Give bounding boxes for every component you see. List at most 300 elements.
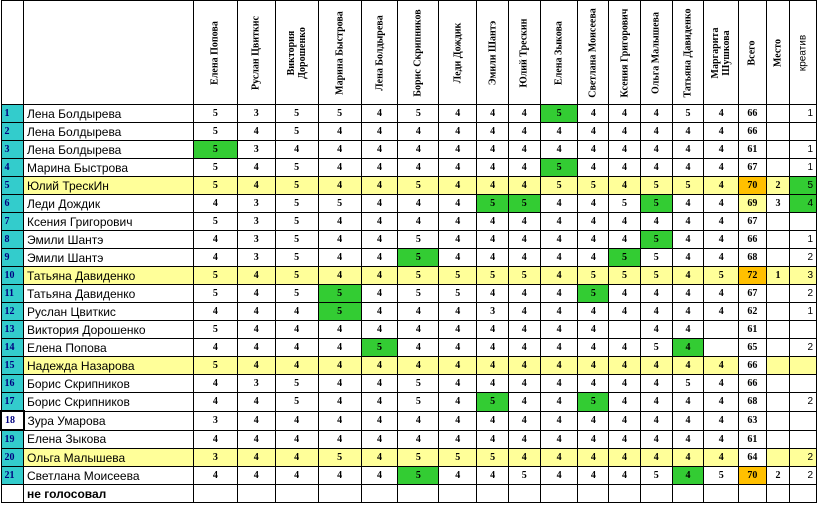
- kreativ-cell[interactable]: 2: [790, 249, 817, 267]
- score-cell[interactable]: 4: [540, 411, 578, 430]
- score-cell[interactable]: 4: [578, 231, 609, 249]
- score-cell[interactable]: 5: [508, 467, 540, 485]
- score-cell[interactable]: 4: [578, 123, 609, 141]
- score-cell[interactable]: 5: [439, 267, 477, 285]
- row-number[interactable]: 5: [1, 177, 24, 195]
- score-cell[interactable]: 4: [609, 123, 641, 141]
- score-cell[interactable]: 4: [361, 357, 398, 375]
- score-cell[interactable]: 4: [237, 303, 275, 321]
- score-cell[interactable]: 5: [540, 177, 578, 195]
- judge-header[interactable]: [275, 1, 318, 105]
- place-cell[interactable]: [766, 285, 790, 303]
- score-cell[interactable]: 4: [398, 123, 439, 141]
- place-cell[interactable]: [766, 357, 790, 375]
- score-cell[interactable]: 5: [398, 285, 439, 303]
- place-header[interactable]: [766, 1, 790, 105]
- place-cell[interactable]: [766, 393, 790, 412]
- score-cell[interactable]: 4: [704, 177, 739, 195]
- score-cell[interactable]: 5: [318, 285, 361, 303]
- score-cell[interactable]: 5: [578, 177, 609, 195]
- score-cell[interactable]: 5: [275, 267, 318, 285]
- score-cell[interactable]: 4: [672, 267, 704, 285]
- empty-cell[interactable]: [739, 485, 767, 503]
- judge-header[interactable]: [508, 1, 540, 105]
- score-cell[interactable]: 4: [318, 123, 361, 141]
- empty-cell[interactable]: [766, 485, 790, 503]
- score-cell[interactable]: 4: [275, 430, 318, 449]
- score-cell[interactable]: 4: [640, 321, 672, 339]
- score-cell[interactable]: 4: [477, 177, 509, 195]
- score-cell[interactable]: 4: [398, 141, 439, 159]
- kreativ-cell[interactable]: 1: [790, 105, 817, 123]
- place-cell[interactable]: 2: [766, 177, 790, 195]
- score-cell[interactable]: 4: [477, 159, 509, 177]
- score-cell[interactable]: 5: [275, 195, 318, 213]
- score-cell[interactable]: 4: [704, 449, 739, 467]
- score-cell[interactable]: 4: [275, 411, 318, 430]
- place-cell[interactable]: [766, 213, 790, 231]
- empty-cell[interactable]: [790, 485, 817, 503]
- score-cell[interactable]: 5: [398, 177, 439, 195]
- score-cell[interactable]: 4: [578, 375, 609, 393]
- total-cell[interactable]: 67: [739, 213, 767, 231]
- score-cell[interactable]: 5: [609, 195, 641, 213]
- participant-name[interactable]: Лена Болдырева: [24, 105, 194, 123]
- score-cell[interactable]: 4: [318, 393, 361, 412]
- kreativ-cell[interactable]: 1: [790, 141, 817, 159]
- judge-header[interactable]: [578, 1, 609, 105]
- score-cell[interactable]: 4: [237, 285, 275, 303]
- participant-name[interactable]: Лена Болдырева: [24, 123, 194, 141]
- empty-cell[interactable]: [193, 485, 237, 503]
- judge-header[interactable]: [704, 1, 739, 105]
- participant-name[interactable]: Эмили Шантэ: [24, 231, 194, 249]
- place-cell[interactable]: [766, 231, 790, 249]
- empty-cell[interactable]: [508, 485, 540, 503]
- score-cell[interactable]: 4: [508, 141, 540, 159]
- participant-name[interactable]: Татьяна Давиденко: [24, 285, 194, 303]
- score-cell[interactable]: 4: [578, 249, 609, 267]
- score-cell[interactable]: 4: [275, 303, 318, 321]
- score-cell[interactable]: 5: [672, 375, 704, 393]
- score-cell[interactable]: 5: [193, 285, 237, 303]
- row-number[interactable]: 7: [1, 213, 24, 231]
- kreativ-cell[interactable]: 2: [790, 449, 817, 467]
- score-cell[interactable]: 5: [275, 213, 318, 231]
- score-cell[interactable]: 4: [540, 303, 578, 321]
- judge-header[interactable]: [318, 1, 361, 105]
- score-cell[interactable]: 4: [508, 105, 540, 123]
- judge-header[interactable]: [193, 1, 237, 105]
- participant-name[interactable]: Эмили Шантэ: [24, 249, 194, 267]
- score-cell[interactable]: 4: [275, 141, 318, 159]
- kreativ-cell[interactable]: 2: [790, 393, 817, 412]
- score-cell[interactable]: 4: [704, 285, 739, 303]
- score-cell[interactable]: 4: [361, 411, 398, 430]
- score-cell[interactable]: 5: [193, 141, 237, 159]
- score-cell[interactable]: 4: [508, 123, 540, 141]
- score-cell[interactable]: 4: [477, 249, 509, 267]
- empty-cell[interactable]: [275, 485, 318, 503]
- score-cell[interactable]: 4: [540, 141, 578, 159]
- score-cell[interactable]: 5: [578, 267, 609, 285]
- place-cell[interactable]: [766, 159, 790, 177]
- score-cell[interactable]: 4: [609, 141, 641, 159]
- score-cell[interactable]: 5: [318, 195, 361, 213]
- row-number[interactable]: 14: [1, 339, 24, 357]
- score-cell[interactable]: 5: [398, 105, 439, 123]
- score-cell[interactable]: 4: [318, 141, 361, 159]
- empty-cell[interactable]: [640, 485, 672, 503]
- score-cell[interactable]: 5: [318, 105, 361, 123]
- score-cell[interactable]: 4: [704, 123, 739, 141]
- score-cell[interactable]: 4: [398, 357, 439, 375]
- judge-header[interactable]: [398, 1, 439, 105]
- score-cell[interactable]: 4: [540, 285, 578, 303]
- score-cell[interactable]: 4: [439, 159, 477, 177]
- score-cell[interactable]: [609, 321, 641, 339]
- score-cell[interactable]: 4: [237, 411, 275, 430]
- row-number[interactable]: 8: [1, 231, 24, 249]
- score-cell[interactable]: 4: [508, 285, 540, 303]
- score-cell[interactable]: 3: [237, 249, 275, 267]
- score-cell[interactable]: 4: [439, 195, 477, 213]
- empty-cell[interactable]: [704, 485, 739, 503]
- score-cell[interactable]: 4: [318, 213, 361, 231]
- score-cell[interactable]: 5: [477, 267, 509, 285]
- score-cell[interactable]: 4: [361, 213, 398, 231]
- kreativ-cell[interactable]: [790, 411, 817, 430]
- score-cell[interactable]: 4: [640, 393, 672, 412]
- score-cell[interactable]: 5: [640, 195, 672, 213]
- score-cell[interactable]: 4: [540, 430, 578, 449]
- score-cell[interactable]: 5: [508, 267, 540, 285]
- score-cell[interactable]: 5: [193, 159, 237, 177]
- score-cell[interactable]: 4: [640, 375, 672, 393]
- empty-cell[interactable]: [672, 485, 704, 503]
- place-cell[interactable]: 1: [766, 267, 790, 285]
- score-cell[interactable]: [704, 339, 739, 357]
- score-cell[interactable]: 5: [609, 249, 641, 267]
- place-cell[interactable]: [766, 321, 790, 339]
- score-cell[interactable]: 4: [508, 159, 540, 177]
- score-cell[interactable]: 4: [540, 123, 578, 141]
- score-cell[interactable]: 4: [237, 339, 275, 357]
- score-cell[interactable]: 4: [704, 141, 739, 159]
- score-cell[interactable]: 5: [275, 375, 318, 393]
- place-cell[interactable]: [766, 123, 790, 141]
- score-cell[interactable]: 4: [398, 195, 439, 213]
- score-cell[interactable]: 4: [439, 357, 477, 375]
- score-cell[interactable]: 4: [508, 411, 540, 430]
- score-cell[interactable]: 4: [508, 213, 540, 231]
- score-cell[interactable]: 4: [672, 213, 704, 231]
- total-cell[interactable]: 66: [739, 105, 767, 123]
- score-cell[interactable]: 5: [193, 213, 237, 231]
- score-cell[interactable]: 4: [361, 321, 398, 339]
- kreativ-cell[interactable]: [790, 430, 817, 449]
- score-cell[interactable]: 3: [237, 195, 275, 213]
- score-cell[interactable]: 4: [477, 339, 509, 357]
- score-cell[interactable]: 4: [609, 357, 641, 375]
- score-cell[interactable]: 3: [193, 449, 237, 467]
- total-cell[interactable]: 69: [739, 195, 767, 213]
- score-cell[interactable]: 5: [361, 339, 398, 357]
- score-cell[interactable]: 4: [609, 449, 641, 467]
- empty-cell[interactable]: [477, 485, 509, 503]
- judge-header[interactable]: [361, 1, 398, 105]
- participant-name[interactable]: Светлана Моисеева: [24, 467, 194, 485]
- score-cell[interactable]: 5: [193, 357, 237, 375]
- score-cell[interactable]: 4: [609, 393, 641, 412]
- score-cell[interactable]: 4: [704, 105, 739, 123]
- score-cell[interactable]: 4: [640, 449, 672, 467]
- score-cell[interactable]: 4: [398, 303, 439, 321]
- total-cell[interactable]: 63: [739, 411, 767, 430]
- place-cell[interactable]: [766, 430, 790, 449]
- score-cell[interactable]: 5: [477, 393, 509, 412]
- score-cell[interactable]: 5: [398, 249, 439, 267]
- score-cell[interactable]: 4: [578, 213, 609, 231]
- score-cell[interactable]: 4: [704, 411, 739, 430]
- total-cell[interactable]: 72: [739, 267, 767, 285]
- score-cell[interactable]: 4: [318, 339, 361, 357]
- score-cell[interactable]: 4: [578, 105, 609, 123]
- score-cell[interactable]: 4: [508, 249, 540, 267]
- score-cell[interactable]: 5: [193, 123, 237, 141]
- score-cell[interactable]: 4: [578, 430, 609, 449]
- row-number[interactable]: [1, 485, 24, 503]
- score-cell[interactable]: 4: [640, 430, 672, 449]
- score-cell[interactable]: 5: [398, 393, 439, 412]
- row-number[interactable]: 4: [1, 159, 24, 177]
- score-cell[interactable]: 4: [540, 231, 578, 249]
- kreativ-cell[interactable]: 2: [790, 285, 817, 303]
- score-cell[interactable]: 4: [361, 467, 398, 485]
- row-number[interactable]: 13: [1, 321, 24, 339]
- score-cell[interactable]: 4: [578, 357, 609, 375]
- judge-header[interactable]: [609, 1, 641, 105]
- score-cell[interactable]: 5: [398, 231, 439, 249]
- score-cell[interactable]: 5: [672, 177, 704, 195]
- score-cell[interactable]: 4: [609, 285, 641, 303]
- score-cell[interactable]: 4: [578, 467, 609, 485]
- participant-name[interactable]: Юлий ТрескИн: [24, 177, 194, 195]
- row-number[interactable]: 6: [1, 195, 24, 213]
- score-cell[interactable]: 5: [193, 267, 237, 285]
- score-cell[interactable]: 4: [237, 430, 275, 449]
- score-cell[interactable]: 4: [193, 393, 237, 412]
- score-cell[interactable]: 4: [318, 467, 361, 485]
- score-cell[interactable]: 4: [508, 339, 540, 357]
- score-cell[interactable]: 4: [672, 231, 704, 249]
- score-cell[interactable]: 4: [578, 339, 609, 357]
- score-cell[interactable]: 5: [640, 339, 672, 357]
- score-cell[interactable]: 5: [318, 303, 361, 321]
- score-cell[interactable]: 3: [237, 141, 275, 159]
- score-cell[interactable]: 4: [672, 141, 704, 159]
- score-cell[interactable]: 4: [609, 430, 641, 449]
- score-cell[interactable]: 4: [361, 123, 398, 141]
- total-cell[interactable]: 70: [739, 467, 767, 485]
- score-cell[interactable]: 4: [609, 411, 641, 430]
- empty-cell[interactable]: [318, 485, 361, 503]
- judge-header[interactable]: [237, 1, 275, 105]
- score-cell[interactable]: 4: [439, 375, 477, 393]
- score-cell[interactable]: 4: [361, 375, 398, 393]
- score-cell[interactable]: 4: [439, 339, 477, 357]
- score-cell[interactable]: 4: [439, 393, 477, 412]
- score-cell[interactable]: 4: [508, 177, 540, 195]
- row-number[interactable]: 12: [1, 303, 24, 321]
- total-cell[interactable]: 67: [739, 285, 767, 303]
- score-cell[interactable]: 4: [237, 159, 275, 177]
- score-cell[interactable]: 4: [318, 177, 361, 195]
- empty-cell[interactable]: [439, 485, 477, 503]
- row-number[interactable]: 18: [1, 411, 24, 430]
- participant-name[interactable]: Надежда Назарова: [24, 357, 194, 375]
- score-cell[interactable]: 4: [540, 467, 578, 485]
- participant-name[interactable]: Борис Скрипников: [24, 393, 194, 412]
- score-cell[interactable]: 5: [477, 449, 509, 467]
- score-cell[interactable]: 4: [275, 339, 318, 357]
- score-cell[interactable]: 4: [477, 105, 509, 123]
- score-cell[interactable]: 4: [704, 231, 739, 249]
- score-cell[interactable]: 5: [609, 267, 641, 285]
- score-cell[interactable]: 4: [704, 357, 739, 375]
- score-cell[interactable]: 4: [237, 357, 275, 375]
- row-number[interactable]: 15: [1, 357, 24, 375]
- score-cell[interactable]: 4: [508, 231, 540, 249]
- score-cell[interactable]: 4: [477, 430, 509, 449]
- score-cell[interactable]: 4: [704, 430, 739, 449]
- place-cell[interactable]: [766, 105, 790, 123]
- score-cell[interactable]: 4: [508, 375, 540, 393]
- score-cell[interactable]: 4: [640, 285, 672, 303]
- score-cell[interactable]: 4: [477, 411, 509, 430]
- score-cell[interactable]: 4: [540, 393, 578, 412]
- score-cell[interactable]: 4: [398, 213, 439, 231]
- empty-cell[interactable]: [398, 485, 439, 503]
- score-cell[interactable]: 5: [193, 105, 237, 123]
- place-cell[interactable]: [766, 141, 790, 159]
- score-cell[interactable]: 4: [508, 449, 540, 467]
- score-cell[interactable]: 5: [439, 285, 477, 303]
- score-cell[interactable]: 5: [275, 249, 318, 267]
- total-header[interactable]: [739, 1, 767, 105]
- score-cell[interactable]: 3: [477, 303, 509, 321]
- score-cell[interactable]: 4: [439, 411, 477, 430]
- score-cell[interactable]: 4: [672, 303, 704, 321]
- score-cell[interactable]: 4: [704, 375, 739, 393]
- score-cell[interactable]: 5: [578, 393, 609, 412]
- score-cell[interactable]: 4: [609, 303, 641, 321]
- kreativ-cell[interactable]: 1: [790, 231, 817, 249]
- score-cell[interactable]: 4: [398, 159, 439, 177]
- score-cell[interactable]: 4: [640, 411, 672, 430]
- score-cell[interactable]: 4: [361, 159, 398, 177]
- score-cell[interactable]: 4: [508, 430, 540, 449]
- place-cell[interactable]: [766, 375, 790, 393]
- score-cell[interactable]: 5: [193, 177, 237, 195]
- empty-cell[interactable]: [609, 485, 641, 503]
- score-cell[interactable]: 4: [439, 467, 477, 485]
- score-cell[interactable]: 4: [275, 467, 318, 485]
- score-cell[interactable]: 4: [275, 321, 318, 339]
- score-cell[interactable]: 4: [439, 321, 477, 339]
- name-header-cell[interactable]: [24, 1, 194, 105]
- kreativ-cell[interactable]: [790, 375, 817, 393]
- score-cell[interactable]: 4: [640, 141, 672, 159]
- score-cell[interactable]: 4: [540, 339, 578, 357]
- score-cell[interactable]: 4: [508, 303, 540, 321]
- score-cell[interactable]: 5: [672, 105, 704, 123]
- kreativ-header[interactable]: [790, 1, 817, 105]
- score-cell[interactable]: 4: [477, 231, 509, 249]
- place-cell[interactable]: [766, 411, 790, 430]
- score-cell[interactable]: 5: [398, 449, 439, 467]
- score-cell[interactable]: 4: [508, 357, 540, 375]
- score-cell[interactable]: 4: [540, 267, 578, 285]
- score-cell[interactable]: 4: [640, 159, 672, 177]
- participant-name[interactable]: Елена Зыкова: [24, 430, 194, 449]
- score-cell[interactable]: 4: [361, 195, 398, 213]
- score-cell[interactable]: 4: [361, 177, 398, 195]
- total-cell[interactable]: 66: [739, 231, 767, 249]
- place-cell[interactable]: [766, 449, 790, 467]
- score-cell[interactable]: 4: [704, 195, 739, 213]
- score-cell[interactable]: 4: [275, 357, 318, 375]
- score-cell[interactable]: 4: [609, 177, 641, 195]
- judge-header[interactable]: [672, 1, 704, 105]
- score-cell[interactable]: 4: [609, 467, 641, 485]
- score-cell[interactable]: 4: [361, 393, 398, 412]
- score-cell[interactable]: 4: [318, 267, 361, 285]
- score-cell[interactable]: 4: [704, 159, 739, 177]
- score-cell[interactable]: 4: [640, 105, 672, 123]
- score-cell[interactable]: 4: [398, 411, 439, 430]
- score-cell[interactable]: 5: [398, 267, 439, 285]
- score-cell[interactable]: 4: [361, 285, 398, 303]
- score-cell[interactable]: 4: [361, 141, 398, 159]
- score-cell[interactable]: 4: [318, 357, 361, 375]
- score-cell[interactable]: 4: [672, 449, 704, 467]
- score-cell[interactable]: 4: [193, 339, 237, 357]
- score-cell[interactable]: 4: [508, 321, 540, 339]
- place-cell[interactable]: [766, 249, 790, 267]
- score-cell[interactable]: 4: [578, 449, 609, 467]
- score-cell[interactable]: 5: [398, 467, 439, 485]
- score-cell[interactable]: 4: [439, 430, 477, 449]
- score-cell[interactable]: 4: [704, 213, 739, 231]
- row-number[interactable]: 21: [1, 467, 24, 485]
- score-cell[interactable]: 4: [361, 231, 398, 249]
- score-cell[interactable]: 4: [640, 213, 672, 231]
- score-cell[interactable]: 3: [193, 411, 237, 430]
- score-cell[interactable]: 4: [237, 177, 275, 195]
- score-cell[interactable]: 3: [237, 375, 275, 393]
- score-cell[interactable]: 4: [193, 375, 237, 393]
- kreativ-cell[interactable]: 5: [790, 177, 817, 195]
- total-cell[interactable]: 67: [739, 159, 767, 177]
- score-cell[interactable]: 4: [237, 393, 275, 412]
- corner-cell[interactable]: [1, 1, 24, 105]
- score-cell[interactable]: 5: [640, 467, 672, 485]
- score-cell[interactable]: 4: [318, 321, 361, 339]
- score-cell[interactable]: 4: [237, 321, 275, 339]
- total-cell[interactable]: 64: [739, 449, 767, 467]
- participant-name[interactable]: Леди Дождик: [24, 195, 194, 213]
